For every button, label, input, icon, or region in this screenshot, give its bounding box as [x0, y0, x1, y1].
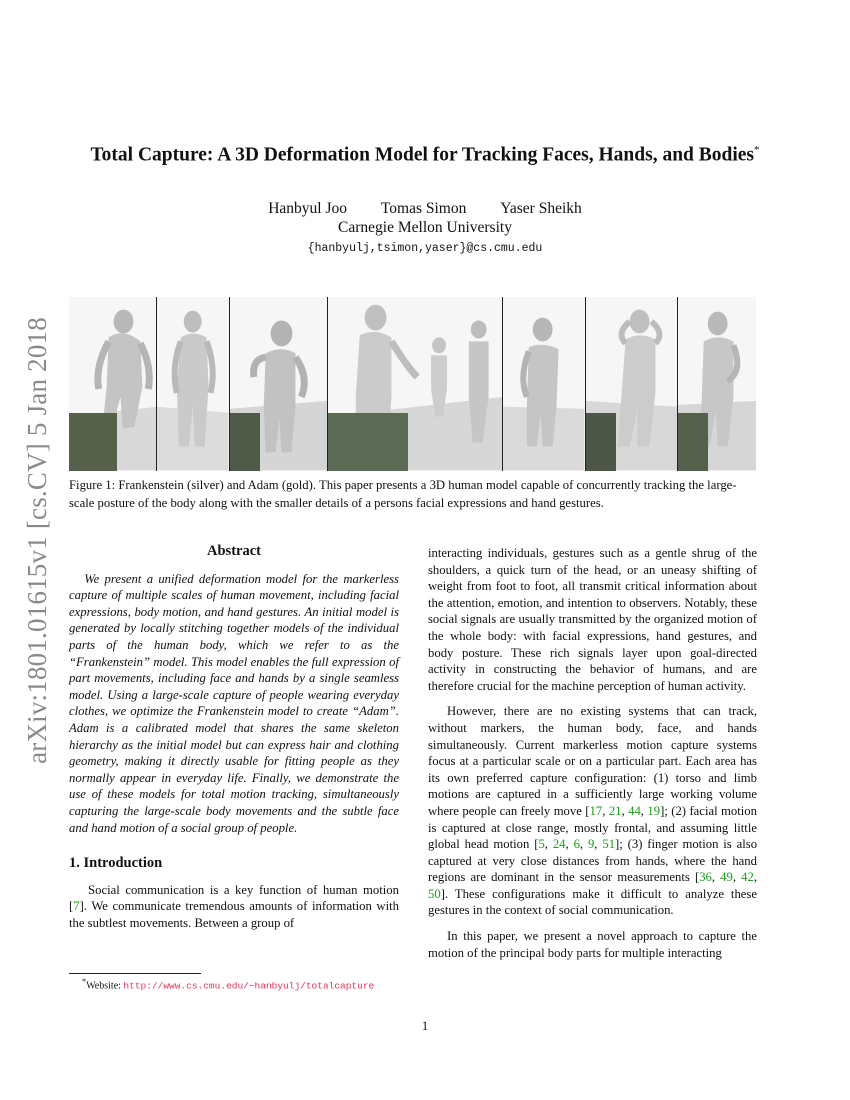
- paragraph: [69, 882, 399, 932]
- page-number: 1: [421, 1019, 429, 1033]
- video-thumbnail: [328, 413, 408, 471]
- paragraph: However, there are no existing systems that can track, without markers, the human body, face, and hands simultaneously. Current markerless motion capture systems focus at a particular scale or on a particular part. Each area has its own preferred capture configuration: (1) torso and limb motions are captured in a sufficiently large working volume where people can freely move [17, 21, 44, 19]; (2) facial motion is captured at close range, mostly frontal, and assuming little global head motion [5, 24, 6, 9, 51]; (3) finger motion is also captured at very close distances from hands, where the hand regions are dominant in the sensor measurements [36, 49, 42, 50]. These configurations make it difficult to analyze these gestures in the context of social communication.: [428, 704, 758, 918]
- figure-panel: [157, 297, 229, 471]
- arxiv-id-text: arXiv:1801.01615v1 [cs.CV] 5 Jan 2018: [21, 316, 52, 764]
- video-thumbnail: [69, 413, 117, 471]
- teaser-figure: [69, 297, 756, 471]
- title-footnote-mark: *: [754, 144, 760, 156]
- citation-link[interactable]: 21: [608, 803, 622, 818]
- figure-panel: [678, 297, 756, 471]
- citation-link[interactable]: 5: [538, 837, 545, 852]
- paragraph-text: ]; (2) facial motion is captured at close range, mostly frontal, and assuming little global head motion [: [428, 803, 757, 852]
- citation-link[interactable]: 9: [587, 837, 595, 852]
- paragraph-text: ]. These configurations make it difficult to analyze these gestures in the context of social communication.: [428, 886, 757, 918]
- video-thumbnail: [586, 413, 616, 471]
- section-heading: 1. Introduction: [69, 855, 163, 872]
- paragraph-text: However, there are no existing systems that can track, without markers, the human body, face, and hands simultaneously. Current markerless motion capture systems focus at a particular scale or on a particular part. Each area has its own preferred capture configuration: (1) torso and limb motions are captured in a sufficiently large working volume where people can freely move [: [428, 704, 757, 818]
- footnote-mark: *: [82, 977, 87, 986]
- gold-body-render: [157, 297, 228, 471]
- citation-link[interactable]: 6: [573, 837, 580, 852]
- citation-link[interactable]: 17: [589, 803, 603, 818]
- figure-panel: [69, 297, 157, 471]
- figure-panel: [503, 297, 585, 471]
- website-link[interactable]: http://www.cs.cmu.edu/~hanbyulj/totalcapture: [123, 980, 375, 992]
- video-thumbnail: [678, 413, 708, 471]
- paper-title: [60, 144, 790, 167]
- author-email: {hanbyulj,tsimon,yaser}@cs.cmu.edu: [307, 242, 543, 255]
- video-thumbnail: [230, 413, 260, 471]
- footnote-rule: [69, 973, 201, 974]
- citation-link[interactable]: 7: [73, 899, 80, 914]
- author-name: Yaser Sheikh: [500, 200, 582, 217]
- citation-link[interactable]: 19: [647, 803, 661, 818]
- footnote-label: Website:: [86, 980, 124, 992]
- silver-body-render: [503, 297, 584, 471]
- author-name: Tomas Simon: [380, 200, 467, 217]
- citation-link[interactable]: 36: [699, 870, 712, 885]
- figure-panel: [328, 297, 503, 471]
- citation-link[interactable]: 44: [628, 803, 641, 818]
- paper-title-text: Total Capture: A 3D Deformation Model for Tracking Faces, Hands, and Bodies: [90, 144, 755, 166]
- author-name: Hanbyul Joo: [268, 200, 348, 217]
- paragraph: interacting individuals, gestures such as a gentle shrug of the shoulders, a quick turn of the head, or an uneasy shifting of weight from foot to foot, all transmit critical information about the attention, emotion, and intention to observers. Notably, these social signals are usually transmitted by the organized motion of the whole body: with facial expressions, hand gestures, and body posture. These rich signals layer upon goal-directed activity in constructing the behavior of humans, and are therefore crucial for the machine perception of human activity.: [428, 546, 757, 693]
- citation-link[interactable]: 24: [552, 837, 566, 852]
- paragraph-text: Social communication is a key function of human motion [: [69, 882, 399, 914]
- citation-link[interactable]: 42: [741, 870, 754, 885]
- left-column: [69, 543, 399, 931]
- abstract-heading: Abstract: [207, 543, 261, 559]
- paragraph: In this paper, we present a novel approach to capture the motion of the principal body parts for multiple interacting: [428, 929, 757, 960]
- citation-link[interactable]: 49: [720, 870, 733, 885]
- figure-panel: [586, 297, 678, 471]
- citation-link[interactable]: 50: [428, 886, 441, 901]
- right-column: [428, 545, 757, 961]
- author-list: [60, 200, 790, 218]
- affiliation: Carnegie Mellon University: [338, 219, 512, 236]
- abstract-text: We present a unified deformation model for the markerless capture of multiple scales of human movement, including facial expressions, body motion, and hand gestures. An initial model is generated by locally stitching together models of the individual parts of the human body, which we refer to as the “Frankenstein” model. This model enables the full expression of part movements, including face and hands by a single seamless model. Using a large-scale capture of people wearing everyday clothes, we optimize the Frankenstein model to create “Adam”. Adam is a calibrated model that shares the same skeleton hierarchy as the initial model but can express hair and clothing geometry, making it directly usable for fitting people as they normally appear in everyday life. Finally, we demonstrate the use of these models for total motion tracking, simultaneously capturing the large-scale body movements and the subtle face and hand motion of a social group of people.: [69, 571, 399, 835]
- footnote: [82, 977, 374, 991]
- figure-caption: Figure 1: Frankenstein (silver) and Adam (gold). This paper presents a 3D human model capable of concurrently tracking the large-scale posture of the body along with the smaller details of a persons facial expressions and hand gestures.: [69, 478, 737, 510]
- paragraph-text: ]. We communicate tremendous amounts of information with the subtlest movements. Between a group of: [69, 899, 399, 930]
- figure-panel: [230, 297, 328, 471]
- paragraph-text: ]; (3) finger motion is also captured at very close distances from hands, where the hand regions are dominant in the sensor measurements [: [428, 837, 758, 885]
- arxiv-sidebar-stamp: [20, 305, 54, 775]
- citation-link[interactable]: 51: [602, 837, 616, 852]
